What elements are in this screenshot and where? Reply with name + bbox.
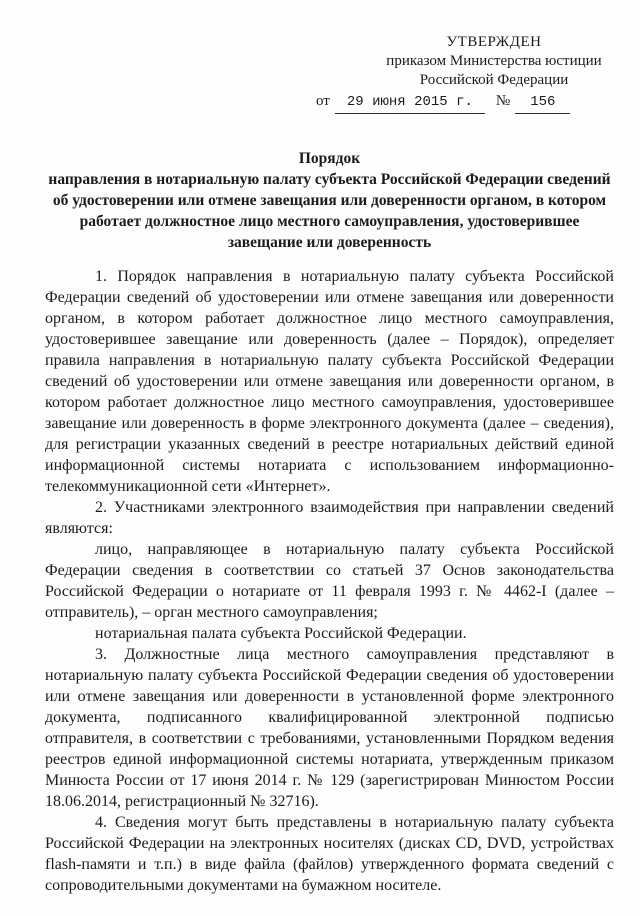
document-body (45, 266, 614, 896)
approval-date-line (316, 92, 614, 114)
order-date-value: 29 июня 2015 г. (335, 93, 485, 114)
paragraph-1: 1. Порядок направления в нотариальную палату субъекта Российской Федерации сведений об удостоверении или отмене завещания или доверенности органом, в котором работает должностное лицо местного самоуправления, удостоверившее завещание или доверенность (далее – Порядок), определяет правила направления в нотариальную палату субъекта Российской Федерации сведений об удостоверении или отмене завещания или доверенности органом, в котором работает должностное лицо местного самоуправления, удостоверившее завещание или доверенность в форме электронного документа (далее – сведения), для регистрации указанных сведений в реестре нотариальных действий единой информационной системы нотариата с использованием информационно-телекоммуникационной сети «Интернет». (45, 268, 614, 495)
paragraph-2-item-chamber: нотариальная палата субъекта Российской Федерации. (95, 625, 467, 642)
approval-block (316, 33, 614, 114)
paragraph-2: 2. Участниками электронного взаимодействия при направлении сведений являются: (45, 499, 614, 537)
document-title-heading: Порядок (298, 150, 361, 167)
approval-issuer-line: приказом Министерства юстиции (386, 53, 602, 69)
approval-issuer-line-2: Российской Федерации (419, 72, 569, 88)
paragraph-4: 4. Сведения могут быть представлены в нотариальную палату субъекта Российской Федерации на электронных носителях (дисках CD, DVD, устройствах flash-памяти и т.п.) в виде файла (файлов) утвержденного формата сведений с сопроводительными документами на бумажном носителе. (45, 814, 614, 894)
date-prefix-label: от (316, 93, 330, 109)
paragraph-3: 3. Должностные лица местного самоуправления представляют в нотариальную палату субъекта Российской Федерации сведения об удостоверении или отмене завещания или доверенности в установленной форме электронного документа, подписанного квалифицированной электронной подписью отправителя, в соответствии с требованиями, установленными Порядком ведения реестров единой информационной системы нотариата, утвержденным приказом Минюста России от 17 июня 2014 г. № 129 (зарегистрирован Минюстом России 18.06.2014, регистрационный № 32716). (45, 646, 614, 810)
paragraph-2-item-sender: лицо, направляющее в нотариальную палату субъекта Российской Федерации сведения в соответствии со статьей 37 Основ законодательства Российской Федерации о нотариате от 11 февраля 1993 г. № 4462-I (далее – отправитель), – орган местного самоуправления; (45, 541, 614, 621)
approval-status-label: УТВЕРЖДЕН (446, 34, 542, 50)
document-title-body: направления в нотариальную палату субъекта Российской Федерации сведений об удостоверении или отмене завещания или доверенности органом, в котором работает должностное лицо местного самоуправления, удостоверившее завещание или доверенность (48, 171, 611, 251)
document-title (45, 148, 614, 253)
number-sign: № (495, 93, 511, 109)
order-number-value: 156 (515, 93, 570, 114)
